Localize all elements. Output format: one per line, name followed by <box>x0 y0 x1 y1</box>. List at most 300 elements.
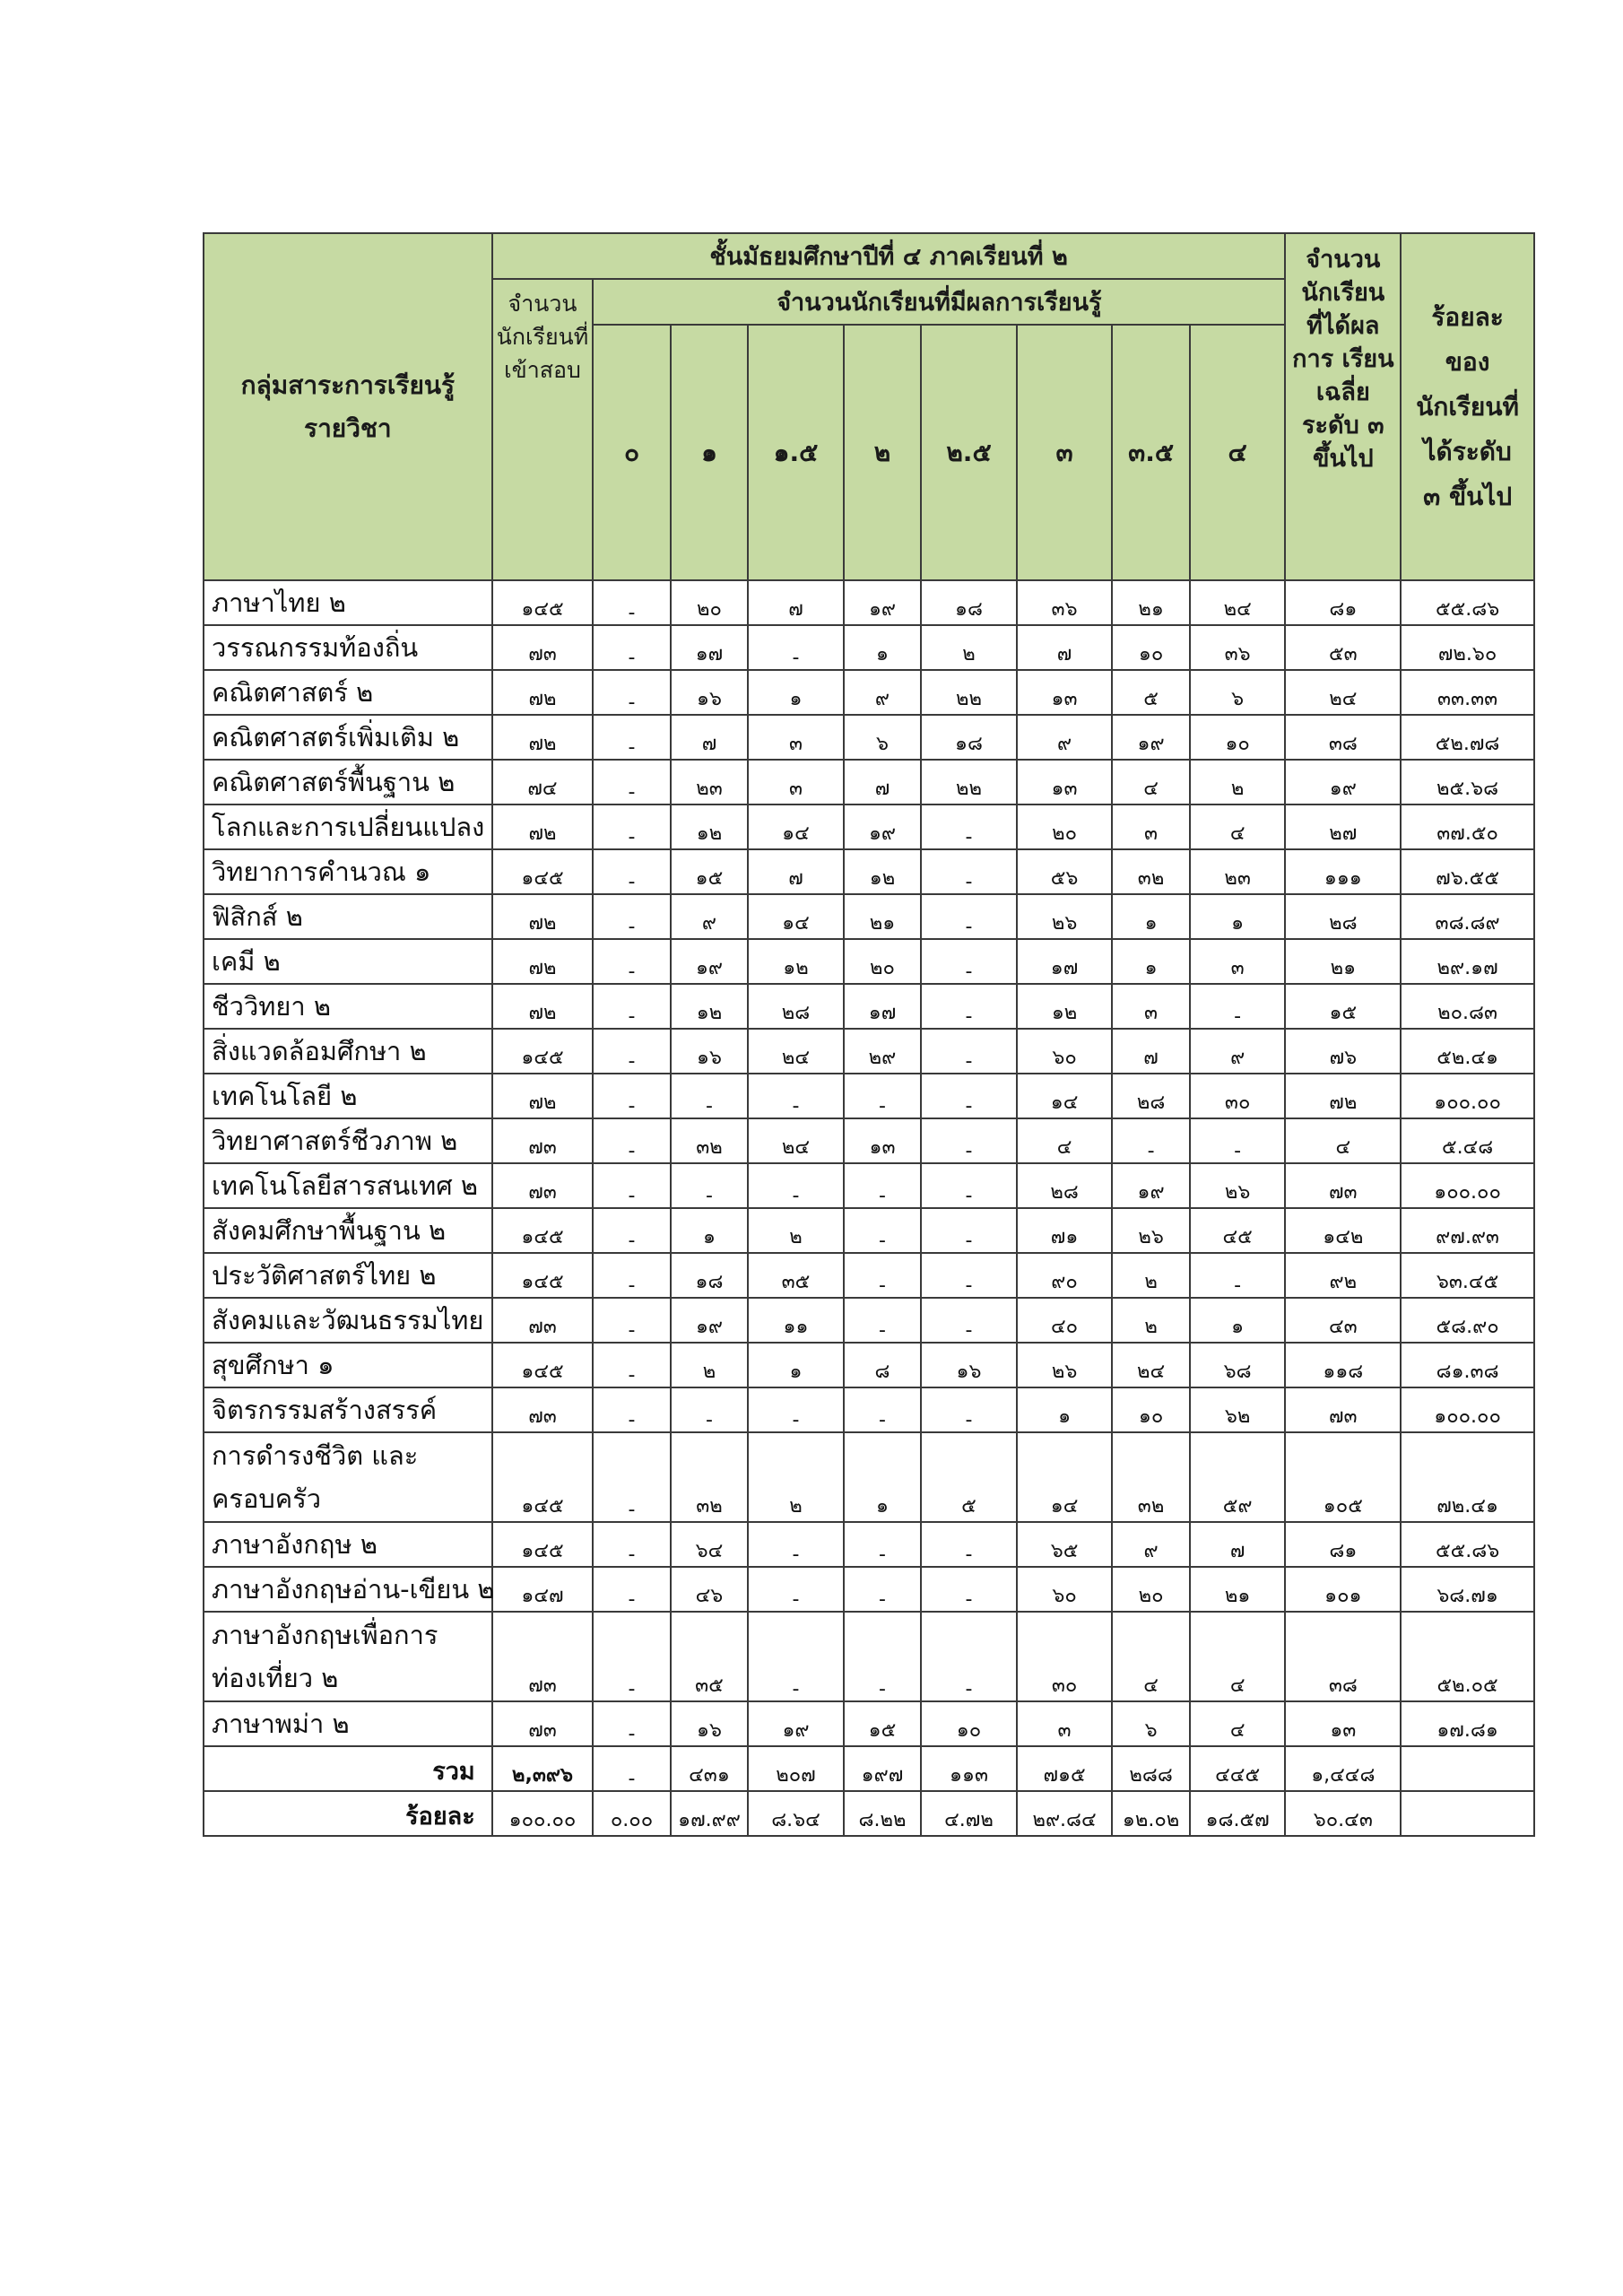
table-cell: - <box>921 1298 1017 1343</box>
table-row <box>204 939 1534 984</box>
table-cell: ๒๑ <box>844 894 921 939</box>
table-cell: - <box>921 1163 1017 1208</box>
table-cell: ๔ <box>1190 1612 1286 1701</box>
table-cell: ๗๓ <box>1285 1163 1401 1208</box>
table-cell: ๒๖ <box>1112 1208 1189 1253</box>
table-cell: ๙๗.๙๓ <box>1401 1208 1534 1253</box>
table-cell: ๕๓ <box>1285 625 1401 670</box>
table-cell: - <box>593 1387 670 1432</box>
table-cell: ๑๔๕ <box>492 1432 594 1522</box>
table-cell: ๑๑๘ <box>1285 1343 1401 1387</box>
table-cell: ๑๐๐.๐๐ <box>1401 1074 1534 1118</box>
table-cell: ๔๐ <box>1017 1298 1113 1343</box>
table-cell: ๓๕ <box>748 1253 844 1298</box>
table-cell: ๖๔ <box>671 1522 748 1567</box>
table-cell: - <box>593 670 670 715</box>
table-cell: ๑๓ <box>1017 760 1113 804</box>
table-cell: ๕ <box>921 1432 1017 1522</box>
table-cell: - <box>593 1567 670 1612</box>
table-cell: ๓๖ <box>1017 580 1113 625</box>
table-cell: ๑๔๕ <box>492 1208 594 1253</box>
table-row <box>204 1432 1534 1522</box>
table-cell: ๓๒ <box>1112 849 1189 894</box>
table-cell: ๓ <box>1017 1701 1113 1746</box>
table-cell: ๑๐ <box>1112 1387 1189 1432</box>
subject-name: เทคโนโลยีสารสนเทศ ๒ <box>204 1163 492 1208</box>
table-cell: - <box>844 1387 921 1432</box>
table-cell: ๑๔๕ <box>492 1522 594 1567</box>
table-cell: - <box>844 1163 921 1208</box>
table-cell: ๑๖ <box>671 670 748 715</box>
table-row <box>204 1029 1534 1074</box>
table-row <box>204 894 1534 939</box>
table-cell <box>1401 1746 1534 1791</box>
grade-header: ๐ <box>593 325 670 580</box>
table-cell: - <box>593 1253 670 1298</box>
table-cell: - <box>921 1253 1017 1298</box>
table-cell: ๒ <box>748 1208 844 1253</box>
table-cell: ๗๓ <box>1285 1387 1401 1432</box>
table-cell: ๓ <box>1190 939 1286 984</box>
table-cell: ๔ <box>1190 804 1286 849</box>
subject-group-header: กลุ่มสาระการเรียนรู้ รายวิชา <box>204 233 492 580</box>
total-label: รวม <box>204 1746 492 1791</box>
table-cell: ๗๓ <box>492 1298 594 1343</box>
table-cell: ๘๑ <box>1285 580 1401 625</box>
table-cell: ๑ <box>1112 894 1189 939</box>
table-cell: ๑ <box>748 670 844 715</box>
table-cell: ๒๓ <box>671 760 748 804</box>
table-cell: ๑๓ <box>844 1118 921 1163</box>
table-cell: ๑ <box>1112 939 1189 984</box>
table-cell <box>1401 1791 1534 1836</box>
table-cell: ๙ <box>671 894 748 939</box>
table-cell: - <box>593 1118 670 1163</box>
table-cell: ๑๗.๘๑ <box>1401 1701 1534 1746</box>
table-cell: ๓๒ <box>1112 1432 1189 1522</box>
subject-name: สุขศึกษา ๑ <box>204 1343 492 1387</box>
table-cell: ๖๕ <box>1017 1522 1113 1567</box>
table-cell: - <box>921 939 1017 984</box>
grade-header: ๓ <box>1017 325 1113 580</box>
table-cell: ๒๐ <box>1112 1567 1189 1612</box>
table-cell: - <box>1190 1118 1286 1163</box>
table-cell: ๖๐ <box>1017 1567 1113 1612</box>
subject-name: ภาษาพม่า ๒ <box>204 1701 492 1746</box>
table-cell: ๑๙ <box>1112 715 1189 760</box>
table-cell: ๑๙ <box>844 804 921 849</box>
table-cell: ๑๘.๕๗ <box>1190 1791 1286 1836</box>
percent-3up-header: ร้อยละ ของ นักเรียนที่ ได้ระดับ ๓ ขึ้นไป <box>1401 233 1534 580</box>
subject-name: สังคมและวัฒนธรรมไทย <box>204 1298 492 1343</box>
subject-name: คณิตศาสตร์เพิ่มเติม ๒ <box>204 715 492 760</box>
table-cell: ๒๑ <box>1190 1567 1286 1612</box>
table-cell: ๑๔๕ <box>492 580 594 625</box>
table-cell: ๓๒ <box>671 1432 748 1522</box>
examinees-header: จำนวน นักเรียนที่ เข้าสอบ <box>492 279 594 580</box>
table-cell: ๒๔ <box>1285 670 1401 715</box>
table-cell: - <box>844 1208 921 1253</box>
table-cell: ๖ <box>844 715 921 760</box>
table-cell: ๑๔๕ <box>492 849 594 894</box>
table-cell: ๔ <box>1190 1701 1286 1746</box>
table-cell: ๑๖ <box>671 1701 748 1746</box>
table-cell: - <box>593 1701 670 1746</box>
table-cell: ๘ <box>844 1343 921 1387</box>
table-cell: ๒๔ <box>748 1118 844 1163</box>
table-cell: - <box>593 1522 670 1567</box>
table-cell: ๕๘.๙๐ <box>1401 1298 1534 1343</box>
table-cell: ๒๙.๑๗ <box>1401 939 1534 984</box>
table-cell: ๑๑๓ <box>921 1746 1017 1791</box>
table-cell: - <box>593 1029 670 1074</box>
table-cell: ๓๓.๓๓ <box>1401 670 1534 715</box>
table-cell: ๑๒ <box>1017 984 1113 1029</box>
table-cell: ๒๐ <box>671 580 748 625</box>
table-cell: ๒ <box>1190 760 1286 804</box>
table-cell: ๙ <box>1017 715 1113 760</box>
table-cell: ๑๙ <box>844 580 921 625</box>
table-cell: - <box>921 1522 1017 1567</box>
table-row <box>204 984 1534 1029</box>
table-cell: ๗๒ <box>492 894 594 939</box>
table-cell: - <box>593 1746 670 1791</box>
table-cell: - <box>921 1029 1017 1074</box>
table-cell: - <box>593 984 670 1029</box>
table-cell: ๗๔ <box>492 760 594 804</box>
table-cell: ๓๐ <box>1017 1612 1113 1701</box>
table-cell: - <box>921 1612 1017 1701</box>
total-row <box>204 1746 1534 1791</box>
table-cell: ๖ <box>1190 670 1286 715</box>
table-cell: - <box>748 1612 844 1701</box>
table-body <box>204 580 1534 1836</box>
grade-header: ๒ <box>844 325 921 580</box>
table-cell: ๔ <box>1017 1118 1113 1163</box>
grade-header: ๑ <box>671 325 748 580</box>
table-cell: ๑๔ <box>748 894 844 939</box>
table-cell: ๑๔ <box>1017 1074 1113 1118</box>
table-cell: - <box>921 1208 1017 1253</box>
table-cell: ๒๘ <box>1112 1074 1189 1118</box>
table-cell: ๐.๐๐ <box>593 1791 670 1836</box>
table-cell: ๒๐ <box>1017 804 1113 849</box>
table-cell: - <box>748 1567 844 1612</box>
table-cell: ๒ <box>671 1343 748 1387</box>
subject-name: ภาษาอังกฤษอ่าน-เขียน ๒ <box>204 1567 492 1612</box>
table-row <box>204 849 1534 894</box>
table-cell: ๘๑.๓๘ <box>1401 1343 1534 1387</box>
subject-name: โลกและการเปลี่ยนแปลง <box>204 804 492 849</box>
table-cell: ๑ <box>671 1208 748 1253</box>
table-cell: ๗๒ <box>1285 1074 1401 1118</box>
table-cell: ๗๒ <box>492 939 594 984</box>
subject-name: ฟิสิกส์ ๒ <box>204 894 492 939</box>
table-cell: ๒ <box>748 1432 844 1522</box>
table-cell: ๑ <box>748 1343 844 1387</box>
table-cell: ๖๐.๔๓ <box>1285 1791 1401 1836</box>
table-cell: ๑๘ <box>921 580 1017 625</box>
table-cell: ๔๕ <box>1190 1208 1286 1253</box>
table-cell: ๕๖ <box>1017 849 1113 894</box>
table-cell: - <box>748 1387 844 1432</box>
table-cell: ๙๒ <box>1285 1253 1401 1298</box>
table-row <box>204 760 1534 804</box>
table-cell: ๑๘ <box>921 715 1017 760</box>
table-cell: - <box>921 849 1017 894</box>
table-cell: ๗๓ <box>492 625 594 670</box>
table-cell: ๘.๒๒ <box>844 1791 921 1836</box>
table-row <box>204 1298 1534 1343</box>
table-title: ชั้นมัธยมศึกษาปีที่ ๔ ภาคเรียนที่ ๒ <box>492 233 1286 279</box>
subject-name: ประวัติศาสตร์ไทย ๒ <box>204 1253 492 1298</box>
table-cell: ๑ <box>1190 894 1286 939</box>
table-cell: ๑๗ <box>1017 939 1113 984</box>
table-cell: - <box>593 894 670 939</box>
table-cell: ๒ <box>921 625 1017 670</box>
table-cell: ๑๐ <box>1190 715 1286 760</box>
table-cell: ๓๗.๕๐ <box>1401 804 1534 849</box>
table-cell: - <box>593 1208 670 1253</box>
table-cell: ๑ <box>1190 1298 1286 1343</box>
table-cell: ๕๒.๔๑ <box>1401 1029 1534 1074</box>
table-cell: ๗๒.๖๐ <box>1401 625 1534 670</box>
table-row <box>204 1567 1534 1612</box>
subject-name: จิตรกรรมสร้างสรรค์ <box>204 1387 492 1432</box>
table-cell: - <box>844 1612 921 1701</box>
table-cell: ๓ <box>748 760 844 804</box>
table-cell: ๑,๔๔๘ <box>1285 1746 1401 1791</box>
table-cell: ๑๑ <box>748 1298 844 1343</box>
table-cell: ๑๙๗ <box>844 1746 921 1791</box>
table-cell: ๗ <box>671 715 748 760</box>
table-cell: ๑๐๐.๐๐ <box>1401 1387 1534 1432</box>
table-cell: - <box>593 804 670 849</box>
table-cell: ๒๐ <box>844 939 921 984</box>
table-cell: - <box>671 1074 748 1118</box>
table-cell: - <box>844 1298 921 1343</box>
table-cell: ๒๕.๖๘ <box>1401 760 1534 804</box>
table-cell: ๑๐๕ <box>1285 1432 1401 1522</box>
table-cell: ๔ <box>1112 760 1189 804</box>
subject-name: เทคโนโลยี ๒ <box>204 1074 492 1118</box>
table-cell: - <box>748 1163 844 1208</box>
table-cell: ๔๓๑ <box>671 1746 748 1791</box>
table-cell: - <box>748 625 844 670</box>
table-cell: ๗ <box>748 849 844 894</box>
table-cell: ๒๘ <box>1017 1163 1113 1208</box>
table-cell: ๒๐.๘๓ <box>1401 984 1534 1029</box>
table-cell: ๑๗.๙๙ <box>671 1791 748 1836</box>
table-cell: ๒๔ <box>1112 1343 1189 1387</box>
table-cell: ๔ <box>1285 1118 1401 1163</box>
table-row <box>204 1612 1534 1701</box>
table-cell: ๗๓ <box>492 1163 594 1208</box>
table-cell: - <box>671 1387 748 1432</box>
subject-name: การดำรงชีวิต และ ครอบครัว <box>204 1432 492 1522</box>
table-cell: ๓๘ <box>1285 715 1401 760</box>
grade-header: ๔ <box>1190 325 1286 580</box>
table-cell: ๓๖ <box>1190 625 1286 670</box>
table-cell: ๑๐๐.๐๐ <box>1401 1163 1534 1208</box>
table-cell: - <box>593 1074 670 1118</box>
table-cell: ๒๗ <box>1285 804 1401 849</box>
table-cell: ๕ <box>1112 670 1189 715</box>
table-row <box>204 1343 1534 1387</box>
table-cell: ๗ <box>1017 625 1113 670</box>
table-cell: ๗ <box>844 760 921 804</box>
table-cell: ๑๓ <box>1017 670 1113 715</box>
table-cell: ๑๓ <box>1285 1701 1401 1746</box>
table-cell: - <box>593 1432 670 1522</box>
table-cell: ๑๙ <box>1112 1163 1189 1208</box>
table-cell: ๗๖.๕๕ <box>1401 849 1534 894</box>
table-cell: ๑๙ <box>1285 760 1401 804</box>
table-cell: - <box>921 804 1017 849</box>
table-cell: ๖๘.๗๑ <box>1401 1567 1534 1612</box>
table-cell: ๑๗ <box>671 625 748 670</box>
table-row <box>204 670 1534 715</box>
subject-name: ภาษาอังกฤษ ๒ <box>204 1522 492 1567</box>
table-cell: ๓ <box>1112 804 1189 849</box>
table-cell: ๗ <box>748 580 844 625</box>
table-cell: ๙ <box>1190 1029 1286 1074</box>
table-row <box>204 625 1534 670</box>
table-row <box>204 715 1534 760</box>
table-cell: ๗๓ <box>492 1701 594 1746</box>
subject-name: ภาษาอังกฤษเพื่อการ ท่องเที่ยว ๒ <box>204 1612 492 1701</box>
table-cell: ๑ <box>1017 1387 1113 1432</box>
table-cell: ๑๒ <box>844 849 921 894</box>
table-cell: ๓๘ <box>1285 1612 1401 1701</box>
table-cell: ๖ <box>1112 1701 1189 1746</box>
table-cell: ๗๒ <box>492 984 594 1029</box>
table-cell: ๒๑ <box>1285 939 1401 984</box>
grade-header: ๒.๕ <box>921 325 1017 580</box>
table-cell: ๗๓ <box>492 1612 594 1701</box>
table-cell: ๒๘ <box>1285 894 1401 939</box>
table-row <box>204 580 1534 625</box>
table-row <box>204 804 1534 849</box>
table-cell: ๑๔ <box>748 804 844 849</box>
grade-header: ๑.๕ <box>748 325 844 580</box>
table-cell: ๑๔๕ <box>492 1029 594 1074</box>
table-cell: - <box>921 1387 1017 1432</box>
table-cell: - <box>593 625 670 670</box>
table-cell: ๒๖ <box>1190 1163 1286 1208</box>
table-cell: ๑๒.๐๒ <box>1112 1791 1189 1836</box>
table-cell: - <box>921 1074 1017 1118</box>
count-3up-header: จำนวน นักเรียน ที่ได้ผล การ เรียน เฉลี่ย ระดับ ๓ ขึ้นไป <box>1285 233 1401 580</box>
table-cell: ๑๔๒ <box>1285 1208 1401 1253</box>
table-cell: ๖๘ <box>1190 1343 1286 1387</box>
table-cell: ๗๖ <box>1285 1029 1401 1074</box>
table-cell: ๑๐๐.๐๐ <box>492 1791 594 1836</box>
subject-name: คณิตศาสตร์ ๒ <box>204 670 492 715</box>
table-cell: - <box>748 1074 844 1118</box>
table-row <box>204 1074 1534 1118</box>
table-cell: - <box>593 715 670 760</box>
table-cell: ๑๔๕ <box>492 1343 594 1387</box>
table-cell: ๑๕ <box>844 1701 921 1746</box>
subject-name: สังคมศึกษาพื้นฐาน ๒ <box>204 1208 492 1253</box>
table-cell: ๗๒ <box>492 670 594 715</box>
table-cell: - <box>921 1118 1017 1163</box>
table-cell: ๒๙.๘๔ <box>1017 1791 1113 1836</box>
grade-header: ๓.๕ <box>1112 325 1189 580</box>
subject-name: วรรณกรรมท้องถิ่น <box>204 625 492 670</box>
table-row <box>204 1522 1534 1567</box>
table-cell: ๑๕ <box>1285 984 1401 1029</box>
table-cell: - <box>844 1567 921 1612</box>
table-cell: ๖๐ <box>1017 1029 1113 1074</box>
table-cell: ๖๒ <box>1190 1387 1286 1432</box>
table-cell: - <box>921 984 1017 1029</box>
table-cell: ๑๑๑ <box>1285 849 1401 894</box>
table-cell: ๒๖ <box>1017 1343 1113 1387</box>
table-row <box>204 1701 1534 1746</box>
table-cell: ๔๓ <box>1285 1298 1401 1343</box>
table-row <box>204 1163 1534 1208</box>
table-cell: ๑๒ <box>671 984 748 1029</box>
table-cell: - <box>593 1163 670 1208</box>
table-cell: ๗๑๕ <box>1017 1746 1113 1791</box>
table-row <box>204 1208 1534 1253</box>
table-cell: ๔๖ <box>671 1567 748 1612</box>
table-cell: - <box>748 1522 844 1567</box>
table-row <box>204 1253 1534 1298</box>
table-cell: - <box>593 939 670 984</box>
table-cell: ๒๙ <box>844 1029 921 1074</box>
table-cell: - <box>593 1612 670 1701</box>
table-cell: ๕๒.๐๕ <box>1401 1612 1534 1701</box>
table-cell: ๘๑ <box>1285 1522 1401 1567</box>
table-cell: ๗ <box>1190 1522 1286 1567</box>
table-cell: ๗๓ <box>492 1118 594 1163</box>
table-cell: ๑ <box>844 625 921 670</box>
table-cell: ๕๕.๘๖ <box>1401 1522 1534 1567</box>
table-cell: ๗๒ <box>492 804 594 849</box>
results-group-header: จำนวนนักเรียนที่มีผลการเรียนรู้ <box>593 279 1285 325</box>
subject-name: คณิตศาสตร์พื้นฐาน ๒ <box>204 760 492 804</box>
table-cell: ๙ <box>1112 1522 1189 1567</box>
table-cell: ๓ <box>748 715 844 760</box>
table-cell: ๒๓ <box>1190 849 1286 894</box>
table-cell: ๑๕ <box>671 849 748 894</box>
subject-name: เคมี ๒ <box>204 939 492 984</box>
table-cell: ๑ <box>844 1432 921 1522</box>
table-cell: ๒๒ <box>921 670 1017 715</box>
table-cell: ๑๒ <box>671 804 748 849</box>
table-cell: ๕๕.๘๖ <box>1401 580 1534 625</box>
table-cell: - <box>844 1522 921 1567</box>
table-row <box>204 1387 1534 1432</box>
grade-results-table <box>203 232 1535 1837</box>
table-cell: ๗๓ <box>492 1387 594 1432</box>
table-cell: ๒๑ <box>1112 580 1189 625</box>
table-cell: ๒๔ <box>1190 580 1286 625</box>
subject-name: วิทยาการคำนวณ ๑ <box>204 849 492 894</box>
table-cell: ๑๒ <box>748 939 844 984</box>
table-cell: ๙๐ <box>1017 1253 1113 1298</box>
subject-name: ชีววิทยา ๒ <box>204 984 492 1029</box>
table-cell: ๑๖ <box>671 1029 748 1074</box>
table-cell: ๔๔๕ <box>1190 1746 1286 1791</box>
table-cell: ๒๖ <box>1017 894 1113 939</box>
table-cell: ๘.๖๔ <box>748 1791 844 1836</box>
table-cell: ๓๘.๘๙ <box>1401 894 1534 939</box>
table-cell: ๑๙ <box>671 1298 748 1343</box>
